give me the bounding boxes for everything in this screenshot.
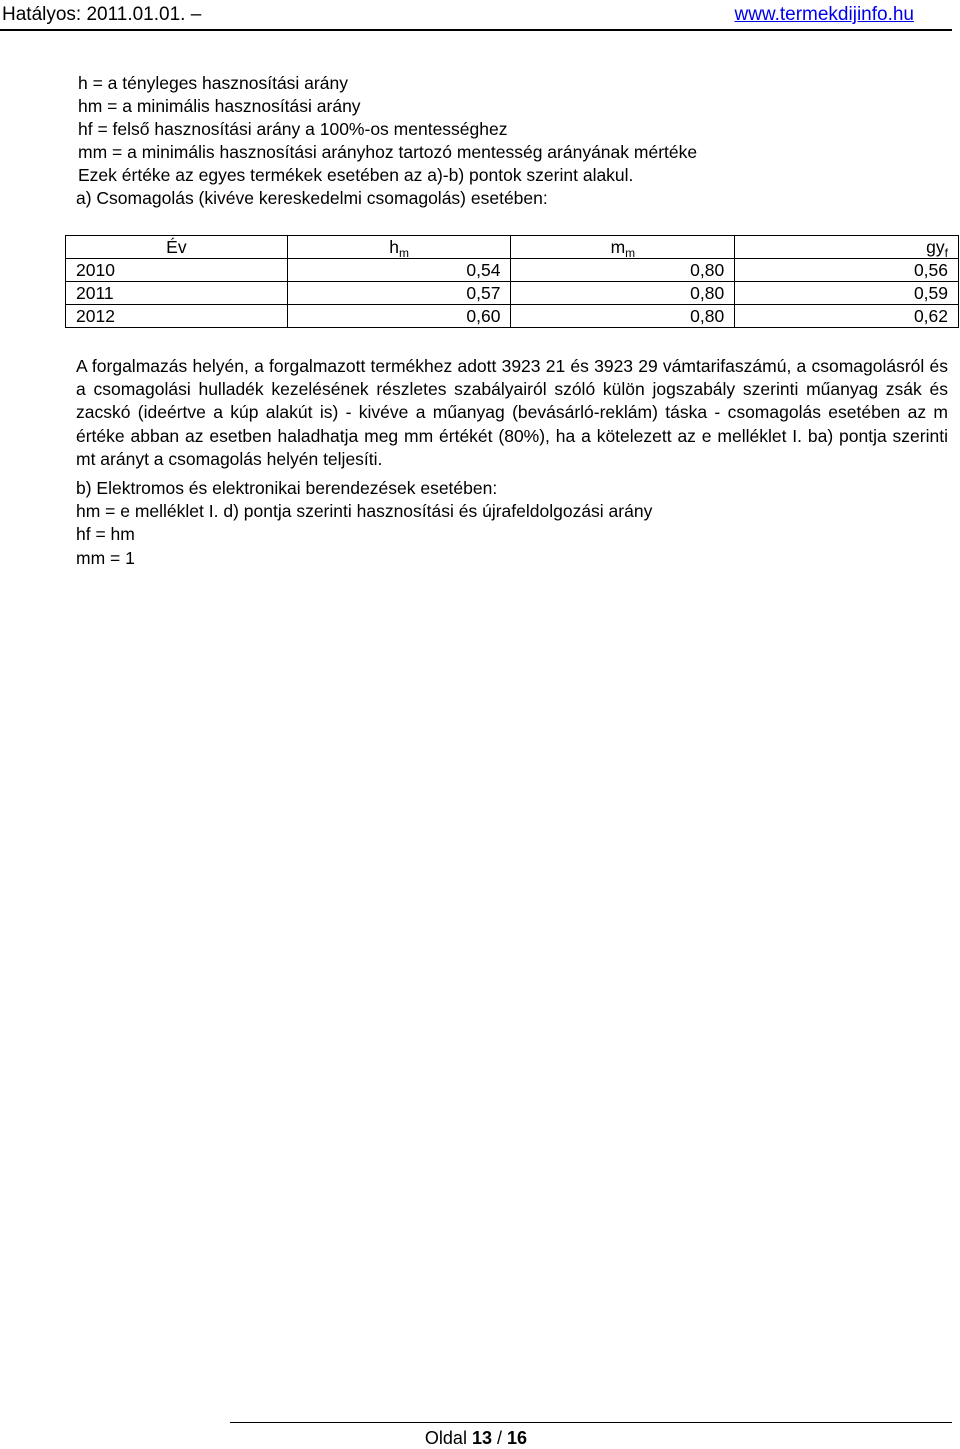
definition-note: Ezek értéke az egyes termékek esetében az a)-b) pontok szerint alakul. [78, 165, 634, 185]
header-year: Év [66, 236, 288, 259]
page-label: Oldal [424, 1428, 467, 1448]
footer-divider [230, 1422, 952, 1423]
cell-mm: 0,80 [511, 305, 735, 328]
current-page: 13 [471, 1428, 492, 1448]
plastic-bag-paragraph: A forgalmazás helyén, a forgalmazott termékhez adott 3923 21 és 3923 29 vámtarifaszámú, a csomagolásról és a csomagolási hulladék kezelésének részletes szabályairól szóló külön jogszabály szerinti műanyag zsák és zacskó (ideértve a kúp alakút is) - kivéve a műanyag (bevásárló-reklám) táska - csomagolás esetében az m értéke abban az esetben haladhatja meg mm értékét (80%), ha a kötelezett az e melléklet I. ba) pontja szerinti mt arányt a csomagolás helyén teljesíti. [76, 356, 948, 469]
total-pages: 16 [507, 1428, 528, 1448]
section-b-hm: hm = e melléklet I. d) pontja szerinti hasznosítási és újrafeldolgozási arány [76, 501, 653, 522]
cell-hm: 0,60 [287, 305, 511, 328]
table-row [66, 282, 959, 305]
header-mm: $m_m$ [511, 236, 735, 259]
definition-hf: hf = felső hasznosítási arány a 100%-os mentességhez [78, 119, 508, 139]
website-link[interactable]: www.termekdijinfo.hu [734, 4, 914, 25]
table-row [66, 305, 959, 328]
cell-hm: 0,57 [287, 282, 511, 305]
section-a-title: a) Csomagolás (kivéve kereskedelmi csomagolás) esetében: [76, 188, 548, 208]
cell-mm: 0,80 [511, 282, 735, 305]
cell-gyf: 0,59 [735, 282, 959, 305]
table-row [66, 259, 959, 282]
body-text [76, 355, 948, 570]
header-gyf: $gy_f$ [735, 236, 959, 259]
effective-date: Hatályos: 2011.01.01. – [2, 4, 202, 25]
definitions-list [78, 72, 697, 187]
cell-hm: 0,54 [287, 259, 511, 282]
section-b-mm: mm = 1 [76, 547, 135, 568]
section-b-hf: hf = hm [76, 524, 135, 545]
definition-mm: mm = a minimális hasznosítási arányhoz tartozó mentesség arányának mértéke [78, 142, 698, 162]
page-separator: / [497, 1428, 503, 1448]
cell-gyf: 0,56 [735, 259, 959, 282]
definition-h: h = a tényleges hasznosítási arány [78, 73, 348, 93]
cell-year: 2010 [66, 259, 288, 282]
cell-year: 2011 [66, 282, 288, 305]
section-b-title: b) Elektromos és elektronikai berendezések esetében: [76, 478, 498, 499]
page-header [0, 0, 960, 34]
table-header-row [66, 236, 959, 259]
header-hm: $h_m$ [287, 236, 511, 259]
cell-gyf: 0,62 [735, 305, 959, 328]
cell-mm: 0,80 [511, 259, 735, 282]
definition-hm: hm = a minimális hasznosítási arány [78, 96, 361, 116]
header-divider [0, 29, 952, 31]
rates-table [65, 235, 959, 328]
cell-year: 2012 [66, 305, 288, 328]
